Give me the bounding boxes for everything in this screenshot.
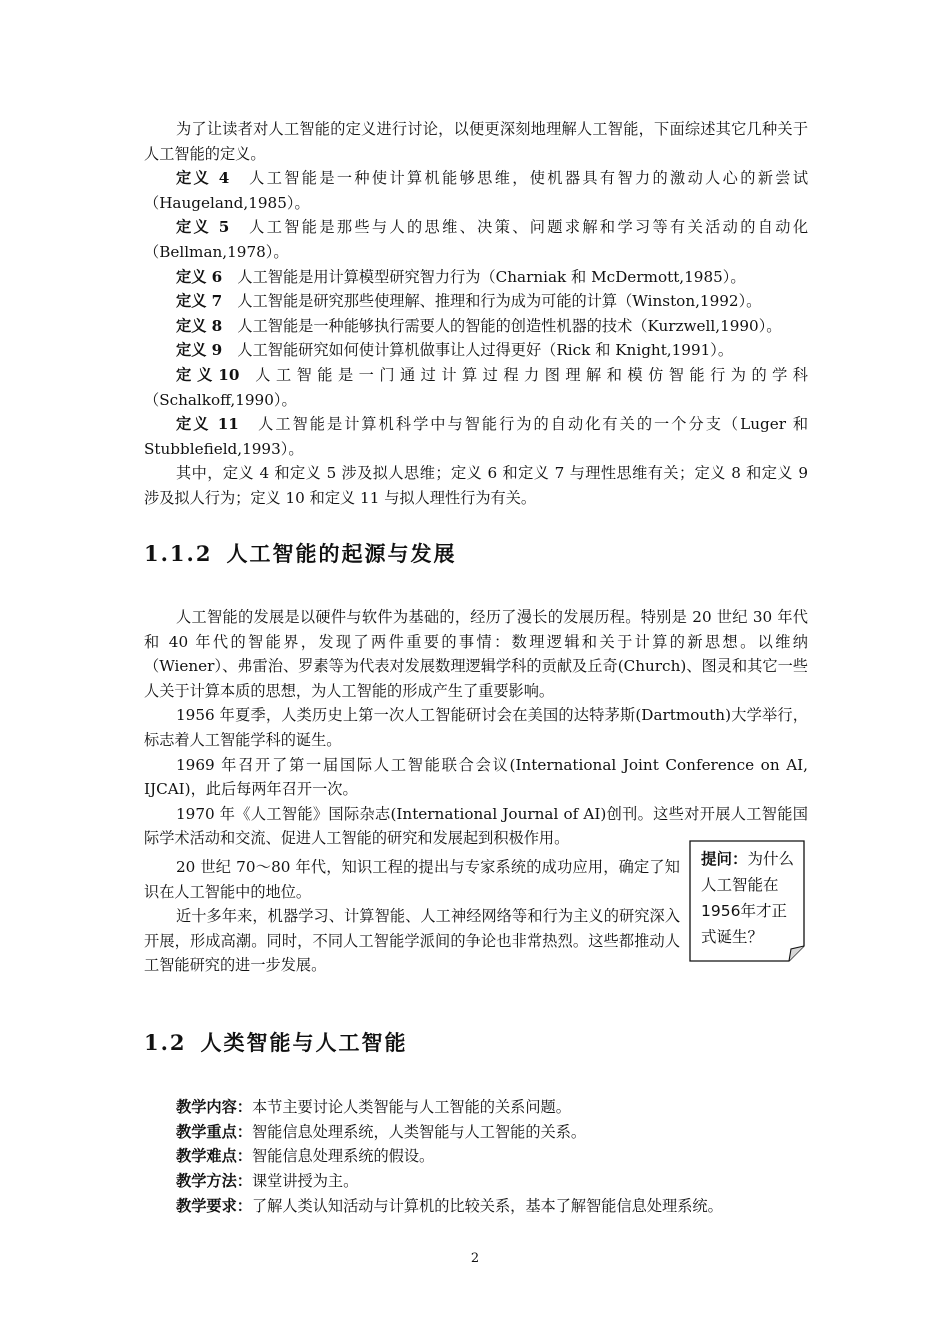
definition-text: 人 工 智 能 是 一 门 通 过 计 算 过 程 力 图 理 解 和 模 仿 智 能 行 为 的 学 科（Schalkoff,1990）。 bbox=[144, 365, 808, 409]
section-number: 1.2 bbox=[144, 1030, 187, 1055]
teaching-key: 教学方法： bbox=[176, 1172, 252, 1191]
note-text: 为什么人工智能在1956年才正式诞生？ bbox=[701, 850, 795, 946]
section-112-body bbox=[144, 605, 808, 851]
section-number: 1.1.2 bbox=[144, 541, 213, 566]
definition-label: 定 义 10 bbox=[176, 365, 240, 384]
teaching-item bbox=[176, 1095, 723, 1120]
definition-label: 定义 8 bbox=[176, 316, 223, 335]
history-paragraph: 人工智能的发展是以硬件与软件为基础的，经历了漫长的发展历程。特别是 20 世纪 30 年代和 40 年代的智能界，发现了两件重要的事情：数理逻辑和关于计算的新思想。以维纳（Wiener）、弗雷治、罗素等为代表对发展数理逻辑学科的贡献及丘奇(Church)、图灵和其它一些人关于计算本质的思想，为人工智能的形成产生了重要影响。 bbox=[144, 608, 808, 700]
teaching-value: 了解人类认知活动与计算机的比较关系，基本了解智能信息处理系统。 bbox=[251, 1196, 723, 1215]
definition-9 bbox=[144, 338, 808, 363]
definitions-summary: 其中，定义 4 和定义 5 涉及拟人思维；定义 6 和定义 7 与理性思维有关；定义 8 和定义 9 涉及拟人行为；定义 10 和定义 11 与拟人理性行为有关。 bbox=[144, 464, 808, 507]
definition-text: 人工智能是计算机科学中与智能行为的自动化有关的一个分支（Luger 和 Stubblefield,1993）。 bbox=[144, 415, 809, 458]
definition-text: 人工智能是研究那些使理解、推理和行为成为可能的计算（Winston,1992）。 bbox=[237, 292, 762, 311]
teaching-value: 课堂讲授为主。 bbox=[251, 1172, 359, 1191]
teaching-item bbox=[176, 1169, 723, 1194]
teaching-key: 教学重点： bbox=[176, 1122, 252, 1141]
history-paragraph: 1956 年夏季，人类历史上第一次人工智能研讨会在美国的达特茅斯(Dartmouth)大学举行，标志着人工智能学科的诞生。 bbox=[144, 706, 808, 749]
teaching-item bbox=[176, 1144, 723, 1169]
teaching-item bbox=[176, 1194, 723, 1219]
section-heading-112 bbox=[144, 538, 456, 568]
definition-8 bbox=[144, 314, 808, 339]
definition-4 bbox=[144, 166, 808, 215]
definition-label: 定义 5 bbox=[176, 218, 230, 237]
section-112-body-narrow bbox=[144, 855, 680, 978]
definition-11 bbox=[144, 412, 808, 461]
section-heading-12 bbox=[144, 1027, 408, 1057]
teaching-key: 教学难点： bbox=[176, 1147, 252, 1166]
definition-text: 人工智能是一种能够执行需要人的智能的创造性机器的技术（Kurzwell,1990）。 bbox=[237, 316, 782, 335]
section-title: 人类智能与人工智能 bbox=[200, 1030, 408, 1055]
definition-label: 定义 11 bbox=[176, 415, 239, 434]
teaching-value: 智能信息处理系统的假设。 bbox=[251, 1147, 435, 1166]
definition-text: 人工智能研究如何使计算机做事让人过得更好（Rick 和 Knight,1991）。 bbox=[237, 341, 734, 360]
definition-label: 定义 9 bbox=[176, 341, 223, 360]
definition-label: 定义 7 bbox=[176, 292, 223, 311]
definition-text: 人工智能是那些与人的思维、决策、问题求解和学习等有关活动的自动化（Bellman,1978）。 bbox=[144, 218, 809, 261]
section-title: 人工智能的起源与发展 bbox=[226, 541, 457, 566]
history-paragraph: 近十多年来，机器学习、计算智能、人工神经网络等和行为主义的研究深入开展，形成高潮。同时，不同人工智能学派间的争论也非常热烈。这些都推动人工智能研究的进一步发展。 bbox=[144, 907, 680, 975]
intro-paragraph: 为了让读者对人工智能的定义进行讨论，以便更深刻地理解人工智能，下面综述其它几种关于人工智能的定义。 bbox=[144, 120, 808, 163]
definition-text: 人工智能是用计算模型研究智力行为（Charniak 和 McDermott,1985）。 bbox=[237, 267, 746, 286]
teaching-value: 智能信息处理系统，人类智能与人工智能的关系。 bbox=[251, 1122, 587, 1141]
definition-6 bbox=[144, 265, 808, 290]
history-paragraph: 1970 年《人工智能》国际杂志(International Journal of AI)创刊。这些对开展人工智能国际学术活动和交流、促进人工智能的研究和发展起到积极作用。 bbox=[144, 804, 808, 848]
note-label: 提问： bbox=[701, 850, 748, 868]
definition-7 bbox=[144, 289, 808, 314]
definition-label: 定义 6 bbox=[176, 267, 223, 286]
teaching-info bbox=[176, 1095, 723, 1219]
history-paragraph: 20 世纪 70～80 年代，知识工程的提出与专家系统的成功应用，确定了知识在人工智能中的地位。 bbox=[144, 858, 680, 901]
definition-text: 人工智能是一种使计算机能够思维，使机器具有智力的激动人心的新尝试（Haugeland,1985）。 bbox=[144, 169, 809, 212]
teaching-item bbox=[176, 1120, 723, 1145]
teaching-key: 教学要求： bbox=[176, 1196, 252, 1215]
definition-label: 定义 4 bbox=[176, 169, 230, 188]
history-paragraph: 1969 年召开了第一届国际人工智能联合会议(International Joint Conference on AI, IJCAI)，此后每两年召开一次。 bbox=[144, 755, 808, 799]
page-number: 2 bbox=[470, 1251, 480, 1266]
definitions-block bbox=[144, 117, 808, 511]
teaching-value: 本节主要讨论人类智能与人工智能的关系问题。 bbox=[251, 1098, 571, 1116]
teaching-key: 教学内容： bbox=[176, 1098, 252, 1116]
definition-10 bbox=[144, 363, 808, 412]
question-note bbox=[689, 840, 805, 962]
definition-5 bbox=[144, 215, 808, 264]
